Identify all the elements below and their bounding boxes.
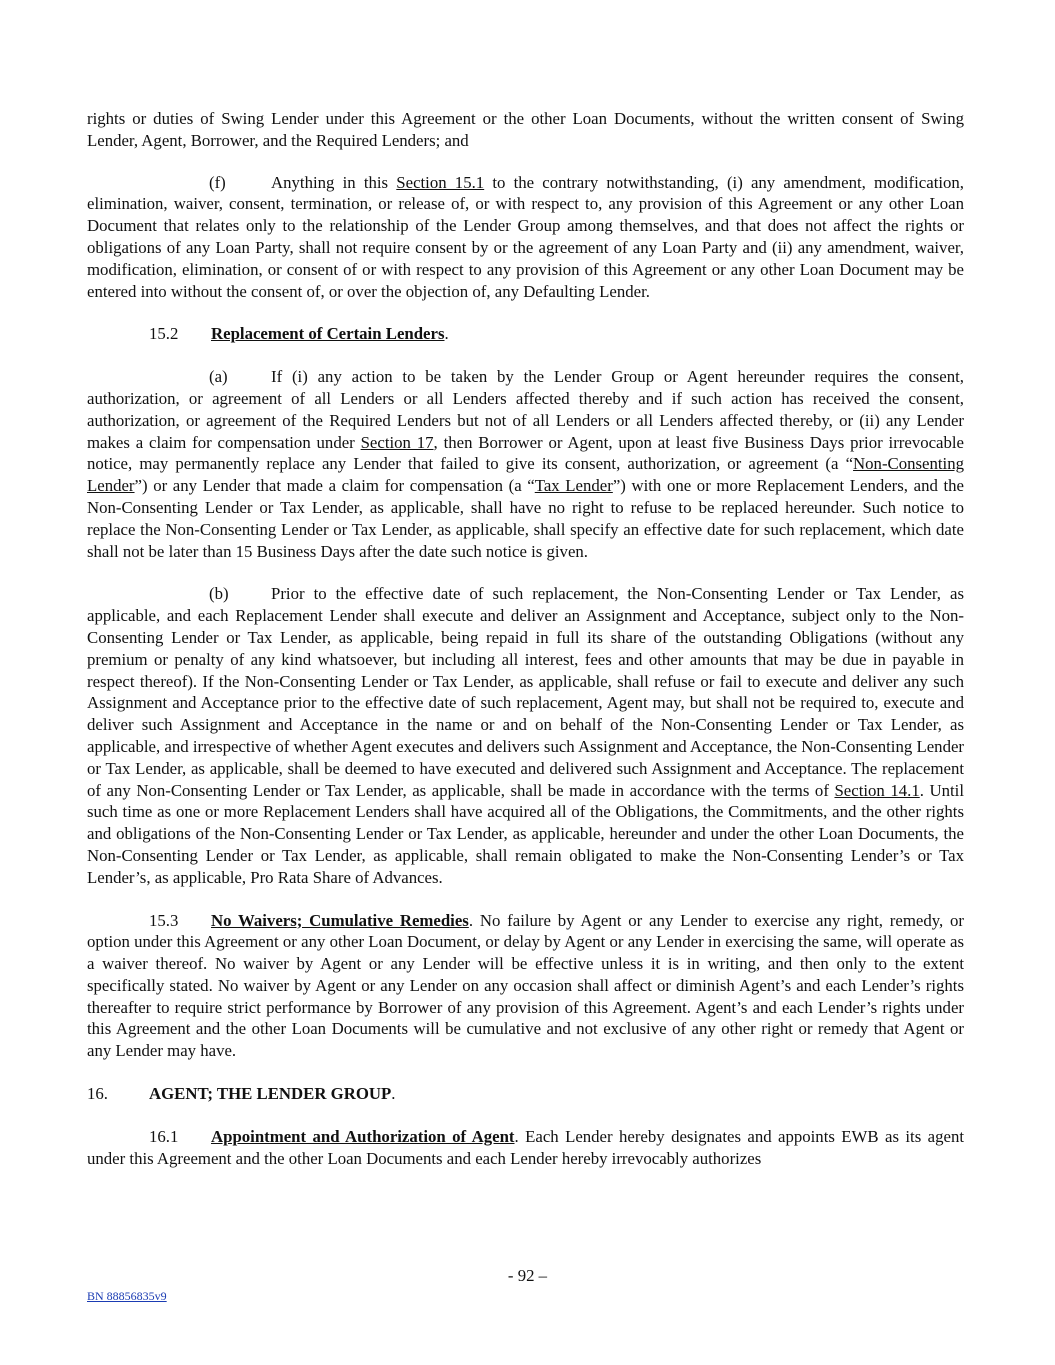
clause-text: , then Borrower or Agent, upon at least five Business Days prior irrevocable notice, may permanently replace any Lender that failed to give its consent, authorization, or agreement (a “ — [87, 432, 964, 474]
section-number: 15.2 — [149, 324, 179, 344]
section-title: Appointment and Authorization of Agent — [211, 1126, 515, 1146]
defined-term-tax-lender: Tax Lender — [534, 476, 613, 496]
cross-reference-section-14-1: Section 14.1 — [834, 780, 920, 800]
paragraph-continuation: rights or duties of Swing Lender under this Agreement or the other Loan Documents, without the written consent of Swing Lender, Agent, Borrower, and the Required Lenders; and — [87, 109, 964, 150]
clause-text: ”) or any Lender that made a claim for compensation (a “ — [134, 476, 535, 496]
section-text: . No failure by Agent or any Lender to exercise any right, remedy, or option under this Agreement or any other Loan Document, or delay by Agent or any Lender in exercising the same, will operate as a waiver thereof. No waiver by Agent or any Lender will be effective unless it is in writing, and then only to the extent specifically stated. No waiver by Agent or any Lender on any occasion shall affect or diminish Agent’s and each Lender’s rights thereafter to require strict performance by Borrower of any provision of this Agreement. Agent’s and each Lender’s rights under this Agreement and the other Loan Documents will be cumulative and not exclusive of any other right or remedy that Agent or any Lender may have. — [87, 910, 964, 1061]
article-16-heading — [87, 1083, 964, 1105]
document-body — [87, 108, 964, 1190]
section-title: Replacement of Certain Lenders — [211, 324, 445, 344]
article-number: 16. — [87, 1084, 108, 1104]
clause-number: (a) — [209, 367, 228, 387]
section-15-2-heading — [87, 323, 964, 345]
section-text: . Each Lender hereby designates and appoints EWB as its agent under this Agreement and the other Loan Documents and each Lender hereby irrevocably authorizes — [87, 1126, 964, 1168]
section-15-3 — [87, 910, 964, 1063]
clause-text: ”) with one or more Replacement Lenders, and the Non-Consenting Lender or Tax Lender, as applicable, shall have no right to refuse to be replaced hereunder. Such notice to replace the Non-Consenting Lender or Tax Lender, as applicable, shall specify an effective date for such replacement, which date shall not be later than 15 Business Days after the date such notice is given. — [87, 476, 964, 561]
article-title: AGENT; THE LENDER GROUP — [149, 1084, 392, 1104]
section-number: 15.3 — [149, 910, 179, 930]
clause-number: (f) — [209, 172, 226, 192]
cross-reference-section-17: Section 17 — [360, 432, 434, 452]
defined-term-non-consenting-lender: Non-Consenting Lender — [87, 454, 964, 496]
section-title-period: . — [444, 324, 449, 344]
page-number: - 92 – — [507, 1266, 548, 1285]
clause-text: . Until such time as one or more Replacement Lenders shall have acquired all of the Obligations, the Commitments, and the other rights and obligations of the Non-Consenting Lender or Tax Lender, as applicable, hereunder and under the other Loan Documents, the Non-Consenting Lender or Tax Lender, as applicable, shall remain obligated to make the Non-Consenting Lender’s or Tax Lender’s, as applicable, Pro Rata Share of Advances. — [87, 780, 964, 887]
paragraph-15-2-a — [87, 366, 964, 562]
clause-text: Prior to the effective date of such replacement, the Non-Consenting Lender or Tax Lender, as applicable, and each Replacement Lender shall execute and deliver an Assignment and Acceptance, subject only to the Non-Consenting Lender or Tax Lender, as applicable, being repaid in full its share of the outstanding Obligations (without any premium or penalty of any kind whatsoever, but including all interest, fees and other amounts that may be due in payable in respect thereof). If the Non-Consenting Lender or Tax Lender, as applicable, shall refuse or fail to execute and deliver any such Assignment and Acceptance prior to the effective date of such replacement, Agent may, but shall not be required to, execute and deliver such Assignment and Acceptance in the name or and on behalf of the Non-Consenting Lender or Tax Lender, as applicable, and irrespective of whether Agent executes and delivers such Assignment and Acceptance, the Non-Consenting Lender or Tax Lender, as applicable, shall be deemed to have executed and delivered such Assignment and Acceptance. The replacement of any Non-Consenting Lender or Tax Lender, as applicable, shall be made in accordance with the terms of — [87, 584, 964, 800]
clause-text: Anything in this — [271, 172, 397, 192]
cross-reference-section-15-1: Section 15.1 — [396, 172, 485, 192]
section-title: No Waivers; Cumulative Remedies — [211, 910, 469, 930]
paragraph-15-1-f — [87, 172, 964, 303]
clause-number: (b) — [209, 584, 229, 604]
paragraph-15-2-b — [87, 583, 964, 888]
clause-text: If (i) any action to be taken by the Lender Group or Agent hereunder requires the consent, authorization, or agreement of all Lenders or all Lenders affected thereby and if such action has received the consent, authorization, or agreement of the Required Lenders but not of all Lenders or all Lenders affected thereby, or (ii) any Lender makes a claim for compensation under — [87, 367, 964, 452]
section-16-1 — [87, 1126, 964, 1170]
clause-text: to the contrary notwithstanding, (i) any amendment, modification, elimination, waiver, consent, termination, or release of, or with respect to, any provision of this Agreement or any other Loan Document that relates only to the relationship of the Lender Group among themselves, and that does not affect the rights or obligations of any Loan Party, shall not require consent by or the agreement of any Loan Party and (ii) any amendment, waiver, modification, elimination, or consent of or with respect to any provision of this Agreement or any other Loan Document may be entered into without the consent of, or over the objection of, any Defaulting Lender. — [87, 172, 965, 301]
section-number: 16.1 — [149, 1126, 179, 1146]
article-title-period: . — [391, 1084, 396, 1104]
document-id-link[interactable]: BN 88856835v9 — [87, 1289, 167, 1303]
